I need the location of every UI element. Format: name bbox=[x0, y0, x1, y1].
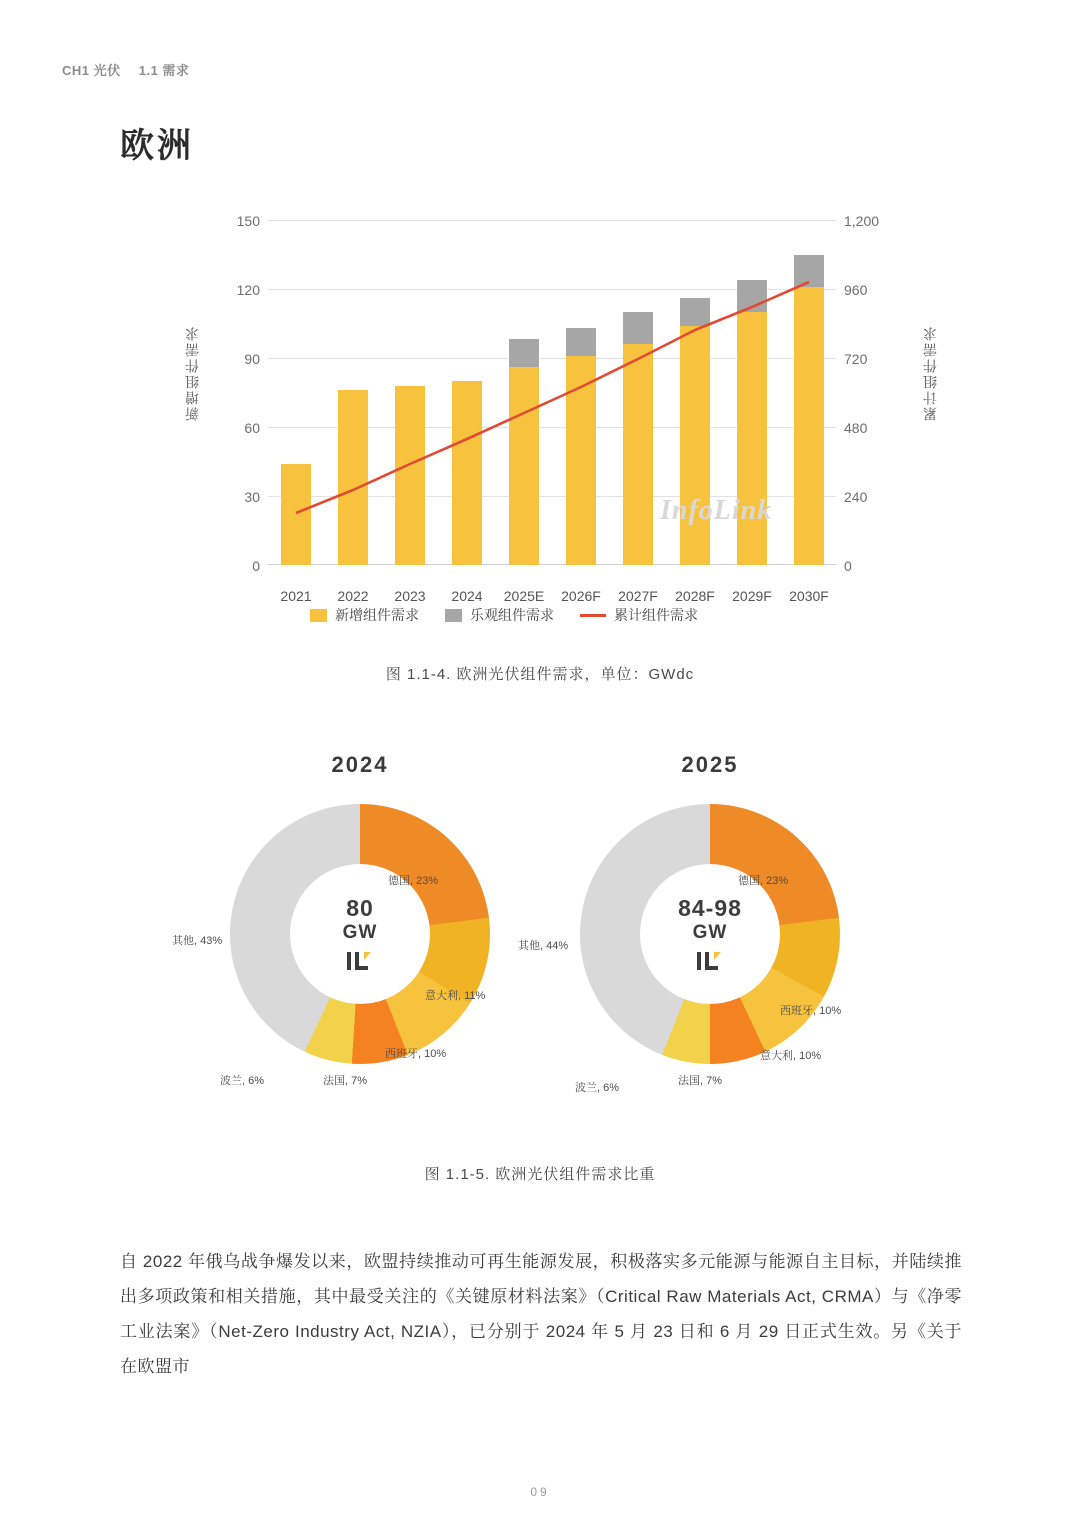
y-tick-right: 480 bbox=[844, 420, 868, 436]
infolink-logo-icon bbox=[345, 950, 375, 972]
legend-item-new-demand bbox=[310, 605, 419, 625]
y-tick-left: 90 bbox=[244, 351, 260, 367]
y-tick-right: 960 bbox=[844, 282, 868, 298]
y-tick-left: 60 bbox=[244, 420, 260, 436]
x-tick-label: 2022 bbox=[337, 588, 369, 604]
y-tick-left: 150 bbox=[236, 213, 260, 229]
page-number: 09 bbox=[530, 1485, 550, 1499]
x-tick-label: 2023 bbox=[394, 588, 426, 604]
x-tick-label: 2025E bbox=[503, 588, 545, 604]
slice-label-spain: 西班牙, 10% bbox=[780, 1005, 842, 1017]
x-tick-label: 2030F bbox=[789, 588, 829, 604]
bar-chart bbox=[120, 205, 960, 675]
legend-swatch-icon bbox=[445, 609, 462, 622]
slice-label-germany: 德国, 23% bbox=[738, 875, 789, 887]
slice-label-germany: 德国, 23% bbox=[388, 875, 439, 887]
donut-chart-2025 bbox=[518, 752, 890, 1142]
donut-ring bbox=[580, 804, 840, 1064]
donut-title: 2025 bbox=[681, 752, 739, 777]
legend-label: 累计组件需求 bbox=[614, 607, 698, 623]
x-tick-label: 2026F bbox=[561, 588, 601, 604]
body-paragraph: 自 2022 年俄乌战争爆发以来，欧盟持续推动可再生能源发展，积极落实多元能源与能源自主目标，并陆续推出多项政策和相关措施，其中最受关注的《关键原材料法案》（Critical Raw Materials Act, CRMA）与《净零工业法案》（Net-Zero Industry Act, NZIA），已分别于 2024 年 5 月 23 日和 6 月 29 日正式生效。另《关于在欧盟市 bbox=[120, 1252, 962, 1376]
y-tick-right: 0 bbox=[844, 558, 852, 574]
figure-caption-1: 图 1.1-4. 欧洲光伏组件需求，单位：GWdc bbox=[385, 666, 695, 683]
watermark: InfoLink bbox=[660, 495, 773, 526]
legend-line-icon bbox=[580, 614, 606, 617]
x-tick-label: 2021 bbox=[280, 588, 312, 604]
y-axis-label-left: 新增组件需求 bbox=[184, 325, 200, 421]
donut-ring bbox=[230, 804, 490, 1064]
y-tick-left: 30 bbox=[244, 489, 260, 505]
slice-label-italy: 意大利, 11% bbox=[425, 990, 486, 1002]
slice-label-poland: 波兰, 6% bbox=[575, 1082, 620, 1094]
donut-chart-2024 bbox=[172, 752, 540, 1142]
donut-center-unit: GW bbox=[692, 921, 728, 943]
breadcrumb-chapter: CH1 光伏 bbox=[62, 63, 121, 78]
y-tick-right: 240 bbox=[844, 489, 868, 505]
donut-center-value: 84-98 bbox=[678, 895, 742, 922]
y-tick-left: 0 bbox=[252, 558, 260, 574]
y-tick-right: 720 bbox=[844, 351, 868, 367]
slice-label-poland: 波兰, 6% bbox=[220, 1075, 265, 1087]
slice-label-other: 其他, 44% bbox=[518, 940, 569, 952]
x-tick-label: 2027F bbox=[618, 588, 658, 604]
legend-label: 乐观组件需求 bbox=[470, 607, 554, 623]
x-tick-label: 2024 bbox=[451, 588, 483, 604]
legend-item-optimistic bbox=[445, 605, 554, 625]
donut-title: 2024 bbox=[331, 752, 389, 777]
legend-label: 新增组件需求 bbox=[335, 607, 419, 623]
x-tick-label: 2028F bbox=[675, 588, 715, 604]
slice-label-france: 法国, 7% bbox=[678, 1075, 723, 1087]
x-tick-label: 2029F bbox=[732, 588, 772, 604]
legend-swatch-icon bbox=[310, 609, 327, 622]
figure-caption-2: 图 1.1-5. 欧洲光伏组件需求比重 bbox=[424, 1166, 656, 1183]
slice-label-italy: 意大利, 10% bbox=[760, 1050, 822, 1062]
donut-center-unit: GW bbox=[342, 921, 378, 943]
page-title: 欧洲 bbox=[120, 127, 194, 165]
legend-item-cumulative bbox=[580, 605, 698, 625]
slice-label-other: 其他, 43% bbox=[172, 935, 223, 947]
slice-label-france: 法国, 7% bbox=[323, 1075, 368, 1087]
breadcrumb bbox=[62, 60, 203, 79]
breadcrumb-section: 1.1 需求 bbox=[138, 63, 190, 78]
slice-label-spain: 西班牙, 10% bbox=[385, 1048, 447, 1060]
y-tick-left: 120 bbox=[236, 282, 260, 298]
donut-charts bbox=[0, 752, 1080, 1142]
y-axis-label-right: 累计组件需求 bbox=[922, 325, 938, 421]
y-tick-right: 1,200 bbox=[844, 213, 880, 229]
chart-legend bbox=[310, 605, 698, 625]
donut-center-value: 80 bbox=[346, 895, 374, 922]
infolink-logo-icon bbox=[695, 950, 725, 972]
